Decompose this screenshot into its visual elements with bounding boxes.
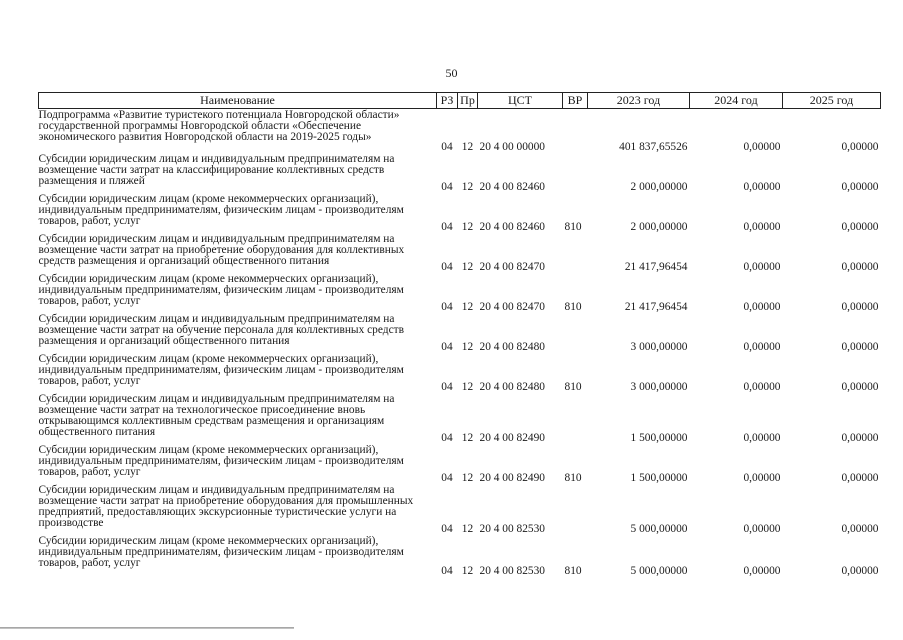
header-2023: 2023 год [588,93,690,109]
table-row [39,444,881,484]
header-cst: ЦСТ [478,93,563,109]
row-2025: 0,00000 [841,431,879,444]
row-cst: 20 4 00 82480 [479,380,545,393]
row-vr [563,233,588,273]
header-2025: 2025 год [783,93,881,109]
table-row [39,535,881,577]
bottom-rule [0,627,294,629]
row-pr: 12 [461,471,474,484]
row-rz: 04 [441,522,453,535]
row-2025: 0,00000 [841,140,879,153]
row-2025: 0,00000 [841,471,879,484]
row-rz: 04 [441,140,453,153]
row-2025: 0,00000 [841,300,879,313]
table-row [39,393,881,444]
header-pr: Пр [458,93,478,109]
row-2023: 5 000,00000 [630,564,688,577]
table-row [39,109,881,153]
row-name: Субсидии юридическим лицам и индивидуальным предпринимателям на возмещение части затрат на обучение персонала для коллективных средств размещения и организаций общественного питания [38,312,404,347]
row-name: Субсидии юридическим лицам и индивидуальным предпринимателям на возмещение части затрат на приобретение оборудования для коллективных средств размещения и организаций общественного питания [38,232,405,267]
row-cst: 20 4 00 82480 [479,340,545,353]
row-name: Субсидии юридическим лицам и индивидуальным предпринимателям на возмещение части затрат на классифицирование коллективных средств размещения и пляжей [38,152,395,187]
row-2024: 0,00000 [743,220,781,233]
row-2025: 0,00000 [841,522,879,535]
table-row [39,353,881,393]
header-name: Наименование [39,93,437,109]
row-2025: 0,00000 [841,564,879,577]
row-2025: 0,00000 [841,380,879,393]
row-vr [563,109,588,153]
row-cst: 20 4 00 82530 [479,522,545,535]
row-2023: 1 500,00000 [630,431,688,444]
row-pr: 12 [461,431,474,444]
row-cst: 20 4 00 00000 [479,140,545,153]
row-2023: 401 837,65526 [619,140,688,153]
row-rz: 04 [441,220,453,233]
row-vr [563,313,588,353]
row-2025: 0,00000 [841,180,879,193]
row-name: Подпрограмма «Развитие туристекого потенциала Новгородской области» государственной программы Новгородской области «Обеспечение экономического развития Новгородской области на 2019-2025 годы» [38,109,400,143]
row-2025: 0,00000 [841,220,879,233]
row-2023: 21 417,96454 [624,260,688,273]
row-2025: 0,00000 [841,340,879,353]
row-vr [563,393,588,444]
header-vr: ВР [563,93,588,109]
table-row [39,273,881,313]
table-row [39,153,881,193]
row-2023: 3 000,00000 [630,340,688,353]
row-rz: 04 [441,300,453,313]
row-2023: 2 000,00000 [630,180,688,193]
row-pr: 12 [461,340,474,353]
row-rz: 04 [441,180,453,193]
row-2024: 0,00000 [743,471,781,484]
row-rz: 04 [441,340,453,353]
row-2024: 0,00000 [743,340,781,353]
row-name: Субсидии юридическим лицам и индивидуальным предпринимателям на возмещение части затрат на приобретение оборудования для промышленных предприятий, предоставляющих экскурсионные туристические услуги на производстве [38,483,414,529]
row-pr: 12 [461,140,474,153]
row-2024: 0,00000 [743,140,781,153]
row-name: Субсидии юридическим лицам (кроме некоммерческих организаций), индивидуальным предпринимателям, физическим лицам - производителям товаров, работ, услуг [38,192,404,227]
row-pr: 12 [461,300,474,313]
row-2024: 0,00000 [743,522,781,535]
table-row [39,484,881,535]
table-row [39,193,881,233]
row-name: Субсидии юридическим лицам (кроме некоммерческих организаций), индивидуальным предпринимателям, физическим лицам - производителям товаров, работ, услуг [38,443,404,478]
row-2024: 0,00000 [743,300,781,313]
row-rz: 04 [441,564,453,577]
row-vr: 810 [564,380,582,393]
row-2023: 2 000,00000 [630,220,688,233]
table-row [39,233,881,273]
row-cst: 20 4 00 82490 [479,431,545,444]
row-vr: 810 [564,220,582,233]
row-pr: 12 [461,380,474,393]
page-number: 50 [445,66,458,80]
row-name: Субсидии юридическим лицам (кроме некоммерческих организаций), индивидуальным предпринимателям, физическим лицам - производителям товаров, работ, услуг [38,534,404,569]
row-2023: 5 000,00000 [630,522,688,535]
row-2024: 0,00000 [743,564,781,577]
table-row [39,313,881,353]
row-2025: 0,00000 [841,260,879,273]
row-vr [563,484,588,535]
row-vr: 810 [564,300,582,313]
row-cst: 20 4 00 82490 [479,471,545,484]
row-2023: 1 500,00000 [630,471,688,484]
row-vr: 810 [564,471,582,484]
row-pr: 12 [461,180,474,193]
header-2024: 2024 год [690,93,783,109]
row-2023: 21 417,96454 [624,300,688,313]
row-vr: 810 [564,564,582,577]
row-rz: 04 [441,260,453,273]
row-cst: 20 4 00 82460 [479,180,545,193]
row-rz: 04 [441,431,453,444]
row-name: Субсидии юридическим лицам и индивидуальным предпринимателям на возмещение части затрат на технологическое присоединение вновь открывающимся коллективным средствам размещения и организациям общественного питания [38,392,395,438]
row-2024: 0,00000 [743,380,781,393]
row-2023: 3 000,00000 [630,380,688,393]
row-rz: 04 [441,380,453,393]
budget-table [38,92,881,577]
header-rz: РЗ [437,93,458,109]
row-vr [563,153,588,193]
row-cst: 20 4 00 82460 [479,220,545,233]
row-cst: 20 4 00 82470 [479,260,545,273]
row-2024: 0,00000 [743,180,781,193]
row-cst: 20 4 00 82470 [479,300,545,313]
row-pr: 12 [461,260,474,273]
row-pr: 12 [461,564,474,577]
row-rz: 04 [441,471,453,484]
row-2024: 0,00000 [743,431,781,444]
row-name: Субсидии юридическим лицам (кроме некоммерческих организаций), индивидуальным предпринимателям, физическим лицам - производителям товаров, работ, услуг [38,272,404,307]
row-pr: 12 [461,220,474,233]
row-pr: 12 [461,522,474,535]
row-name: Субсидии юридическим лицам (кроме некоммерческих организаций), индивидуальным предпринимателям, физическим лицам - производителям товаров, работ, услуг [38,352,404,387]
row-cst: 20 4 00 82530 [479,564,545,577]
table-header-row [39,93,881,109]
row-2024: 0,00000 [743,260,781,273]
